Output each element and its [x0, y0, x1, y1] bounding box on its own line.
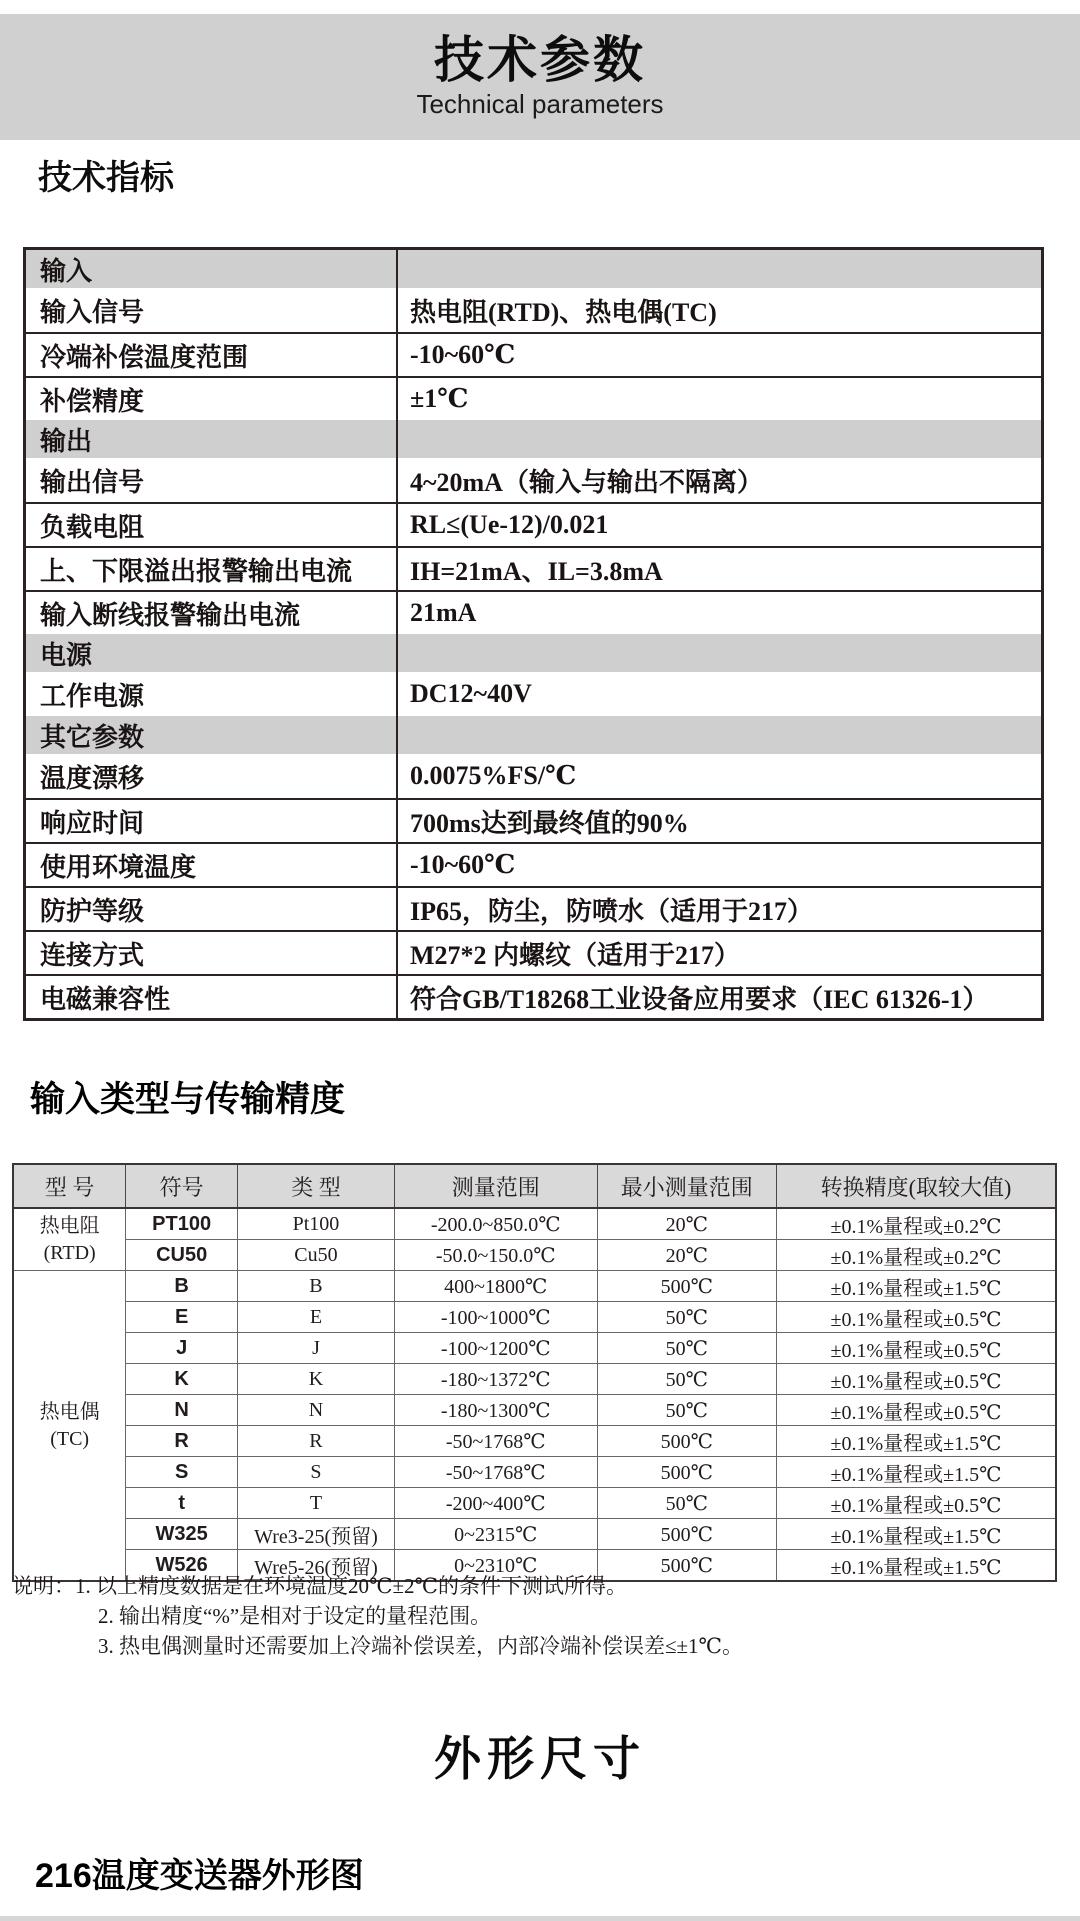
- io-symbol-cell: J: [126, 1333, 238, 1364]
- spec-value: -10~60℃: [410, 850, 516, 879]
- io-min-range-cell: 50℃: [597, 1302, 776, 1333]
- io-symbol-cell: S: [126, 1457, 238, 1488]
- spec-value-cell: [398, 420, 1041, 458]
- io-row: [13, 1302, 1056, 1333]
- io-accuracy-cell: ±0.1%量程或±0.5℃: [776, 1395, 1056, 1426]
- io-range-cell: 0~2310℃: [394, 1550, 597, 1582]
- spec-label-cell: [26, 672, 398, 716]
- spec-section-row: [26, 716, 1041, 754]
- spec-row: [26, 974, 1041, 1018]
- io-min-range-cell: 500℃: [597, 1457, 776, 1488]
- io-header-cell: 符号: [126, 1164, 238, 1208]
- spec-value: 700ms达到最终值的90%: [410, 808, 689, 838]
- spec-value-cell: [398, 548, 1041, 590]
- next-section-divider: [0, 1916, 1080, 1921]
- io-accuracy-cell: ±0.1%量程或±0.5℃: [776, 1333, 1056, 1364]
- spec-row: [26, 376, 1041, 420]
- io-group-cell: 热电阻 (RTD): [13, 1208, 126, 1271]
- io-symbol-cell: E: [126, 1302, 238, 1333]
- io-row: [13, 1395, 1056, 1426]
- spec-value-cell: [398, 504, 1041, 546]
- spec-label: 电磁兼容性: [40, 984, 171, 1014]
- spec-label-cell: [26, 250, 398, 288]
- spec-value-cell: [398, 888, 1041, 930]
- io-range-cell: -50~1768℃: [394, 1457, 597, 1488]
- io-type-cell: K: [238, 1364, 395, 1395]
- spec-label-cell: [26, 716, 398, 754]
- spec-label: 连接方式: [40, 940, 145, 970]
- io-symbol-cell: W325: [126, 1519, 238, 1550]
- io-symbol-cell: t: [126, 1488, 238, 1519]
- io-range-cell: -180~1300℃: [394, 1395, 597, 1426]
- spec-label-cell: [26, 504, 398, 546]
- io-accuracy-cell: ±0.1%量程或±0.5℃: [776, 1364, 1056, 1395]
- io-type-cell: S: [238, 1457, 395, 1488]
- io-row: [13, 1364, 1056, 1395]
- io-row: [13, 1457, 1056, 1488]
- io-min-range-cell: 500℃: [597, 1519, 776, 1550]
- io-header-cell: 测量范围: [394, 1164, 597, 1208]
- io-row: [13, 1488, 1056, 1519]
- io-row: [13, 1208, 1056, 1240]
- io-range-cell: -50.0~150.0℃: [394, 1240, 597, 1271]
- banner-subtitle: Technical parameters: [416, 88, 664, 119]
- spec-label-cell: [26, 458, 398, 502]
- spec-section-row: [26, 634, 1041, 672]
- io-accuracy-cell: ±0.1%量程或±1.5℃: [776, 1457, 1056, 1488]
- spec-label: 负载电阻: [40, 512, 145, 542]
- io-types-table: [12, 1163, 1057, 1582]
- io-type-cell: N: [238, 1395, 395, 1426]
- io-range-cell: -180~1372℃: [394, 1364, 597, 1395]
- io-min-range-cell: 50℃: [597, 1488, 776, 1519]
- spec-value: IP65，防尘，防喷水（适用于217）: [410, 896, 814, 926]
- spec-label: 输入信号: [40, 297, 145, 327]
- io-header-cell: 型 号: [13, 1164, 126, 1208]
- spec-label-cell: [26, 800, 398, 842]
- io-accuracy-cell: ±0.1%量程或±1.5℃: [776, 1550, 1056, 1582]
- spec-value: IH=21mA、IL=3.8mA: [410, 556, 663, 586]
- io-accuracy-cell: ±0.1%量程或±0.2℃: [776, 1208, 1056, 1240]
- spec-row: [26, 798, 1041, 842]
- io-min-range-cell: 500℃: [597, 1271, 776, 1302]
- spec-row: [26, 502, 1041, 546]
- spec-label: 补偿精度: [40, 386, 145, 416]
- io-type-cell: J: [238, 1333, 395, 1364]
- spec-label: 响应时间: [40, 808, 145, 838]
- io-min-range-cell: 50℃: [597, 1395, 776, 1426]
- spec-label-cell: [26, 378, 398, 420]
- io-min-range-cell: 500℃: [597, 1426, 776, 1457]
- spec-label-cell: [26, 288, 398, 332]
- note-line-2: 2. 输出精度“%”是相对于设定的量程范围。: [98, 1604, 492, 1628]
- spec-value: ±1℃: [410, 384, 469, 413]
- spec-label: 电源: [40, 640, 93, 670]
- spec-label-cell: [26, 634, 398, 672]
- spec-value: 符合GB/T18268工业设备应用要求（IEC 61326-1）: [410, 984, 989, 1014]
- spec-label-cell: [26, 888, 398, 930]
- spec-row: [26, 288, 1041, 332]
- spec-label: 其它参数: [40, 722, 145, 752]
- io-min-range-cell: 20℃: [597, 1240, 776, 1271]
- io-header-cell: 类 型: [238, 1164, 395, 1208]
- spec-value-cell: [398, 976, 1041, 1018]
- io-symbol-cell: B: [126, 1271, 238, 1302]
- spec-row: [26, 842, 1041, 886]
- spec-value: 4~20mA（输入与输出不隔离）: [410, 467, 763, 497]
- io-range-cell: 0~2315℃: [394, 1519, 597, 1550]
- io-accuracy-cell: ±0.1%量程或±0.2℃: [776, 1240, 1056, 1271]
- spec-label-cell: [26, 932, 398, 974]
- io-header-cell: 最小测量范围: [597, 1164, 776, 1208]
- spec-value: 0.0075%FS/℃: [410, 761, 577, 790]
- spec-label: 工作电源: [40, 681, 145, 711]
- spec-row: [26, 458, 1041, 502]
- spec-label-cell: [26, 334, 398, 376]
- io-symbol-cell: PT100: [126, 1208, 238, 1240]
- spec-value-cell: [398, 592, 1041, 634]
- spec-section-heading: 技术指标: [38, 159, 174, 197]
- io-type-cell: Cu50: [238, 1240, 395, 1271]
- io-row: [13, 1271, 1056, 1302]
- note-line-1: 说明：1. 以上精度数据是在环境温度20℃±2℃的条件下测试所得。: [12, 1574, 628, 1598]
- spec-label: 输入断线报警输出电流: [40, 600, 301, 630]
- spec-label: 温度漂移: [40, 763, 145, 793]
- spec-label: 输入: [40, 256, 93, 286]
- io-min-range-cell: 500℃: [597, 1550, 776, 1582]
- io-range-cell: -100~1200℃: [394, 1333, 597, 1364]
- spec-label-cell: [26, 844, 398, 886]
- io-type-cell: B: [238, 1271, 395, 1302]
- io-type-cell: T: [238, 1488, 395, 1519]
- io-symbol-cell: K: [126, 1364, 238, 1395]
- spec-value: 热电阻(RTD)、热电偶(TC): [410, 297, 717, 327]
- spec-value-cell: [398, 634, 1041, 672]
- spec-label: 输出信号: [40, 467, 145, 497]
- input-types-heading: 输入类型与传输精度: [30, 1080, 346, 1119]
- io-symbol-cell: W526: [126, 1550, 238, 1582]
- io-min-range-cell: 20℃: [597, 1208, 776, 1240]
- io-accuracy-cell: ±0.1%量程或±1.5℃: [776, 1426, 1056, 1457]
- io-group-cell: 热电偶 (TC): [13, 1271, 126, 1582]
- spec-value-cell: [398, 458, 1041, 502]
- spec-value-cell: [398, 288, 1041, 332]
- io-range-cell: -200.0~850.0℃: [394, 1208, 597, 1240]
- spec-value: -10~60℃: [410, 340, 516, 369]
- io-range-cell: -100~1000℃: [394, 1302, 597, 1333]
- io-accuracy-cell: ±0.1%量程或±1.5℃: [776, 1519, 1056, 1550]
- spec-label-cell: [26, 976, 398, 1018]
- io-type-cell: Pt100: [238, 1208, 395, 1240]
- spec-row: [26, 930, 1041, 974]
- io-row: [13, 1333, 1056, 1364]
- io-row: [13, 1240, 1056, 1271]
- spec-value: 21mA: [410, 598, 477, 627]
- spec-row: [26, 672, 1041, 716]
- spec-label: 防护等级: [40, 896, 145, 926]
- spec-row: [26, 546, 1041, 590]
- io-range-cell: -50~1768℃: [394, 1426, 597, 1457]
- io-header-cell: 转换精度(取较大值): [776, 1164, 1056, 1208]
- io-symbol-cell: R: [126, 1426, 238, 1457]
- io-row: [13, 1519, 1056, 1550]
- banner-title: 技术参数: [434, 32, 646, 89]
- spec-value-cell: [398, 932, 1041, 974]
- section-banner: [0, 14, 1080, 140]
- spec-row: [26, 886, 1041, 930]
- io-type-cell: Wre3-25(预留): [238, 1519, 395, 1550]
- spec-section-row: [26, 420, 1041, 458]
- io-type-cell: E: [238, 1302, 395, 1333]
- spec-value-cell: [398, 754, 1041, 798]
- spec-label-cell: [26, 548, 398, 590]
- io-type-cell: R: [238, 1426, 395, 1457]
- spec-label: 上、下限溢出报警输出电流: [40, 556, 353, 586]
- spec-value: RL≤(Ue-12)/0.021: [410, 510, 609, 539]
- io-min-range-cell: 50℃: [597, 1333, 776, 1364]
- spec-value-cell: [398, 844, 1041, 886]
- spec-label: 输出: [40, 426, 93, 456]
- io-symbol-cell: CU50: [126, 1240, 238, 1271]
- spec-label-cell: [26, 592, 398, 634]
- spec-value-cell: [398, 716, 1041, 754]
- io-min-range-cell: 50℃: [597, 1364, 776, 1395]
- io-accuracy-cell: ±0.1%量程或±0.5℃: [776, 1302, 1056, 1333]
- io-accuracy-cell: ±0.1%量程或±0.5℃: [776, 1488, 1056, 1519]
- io-symbol-cell: N: [126, 1395, 238, 1426]
- spec-section-row: [26, 250, 1041, 288]
- io-header-row: [13, 1164, 1056, 1208]
- spec-row: [26, 332, 1041, 376]
- spec-row: [26, 590, 1041, 634]
- note-line-3: 3. 热电偶测量时还需要加上冷端补偿误差，内部冷端补偿误差≤±1℃。: [98, 1634, 744, 1658]
- spec-label-cell: [26, 754, 398, 798]
- spec-value: DC12~40V: [410, 679, 532, 708]
- io-accuracy-cell: ±0.1%量程或±1.5℃: [776, 1271, 1056, 1302]
- io-range-cell: -200~400℃: [394, 1488, 597, 1519]
- outline-216-heading: 216温度变送器外形图: [35, 1857, 364, 1895]
- io-range-cell: 400~1800℃: [394, 1271, 597, 1302]
- spec-label: 冷端补偿温度范围: [40, 342, 249, 372]
- spec-label-cell: [26, 420, 398, 458]
- spec-value-cell: [398, 800, 1041, 842]
- notes-block: [12, 1572, 1012, 1662]
- spec-table: [23, 247, 1044, 1021]
- spec-row: [26, 754, 1041, 798]
- spec-value-cell: [398, 334, 1041, 376]
- spec-label: 使用环境温度: [40, 852, 197, 882]
- spec-value-cell: [398, 378, 1041, 420]
- spec-value-cell: [398, 250, 1041, 288]
- spec-value: M27*2 内螺纹（适用于217）: [410, 940, 741, 970]
- dimensions-heading: 外形尺寸: [434, 1732, 646, 1785]
- io-type-cell: Wre5-26(预留): [238, 1550, 395, 1582]
- spec-value-cell: [398, 672, 1041, 716]
- io-row: [13, 1426, 1056, 1457]
